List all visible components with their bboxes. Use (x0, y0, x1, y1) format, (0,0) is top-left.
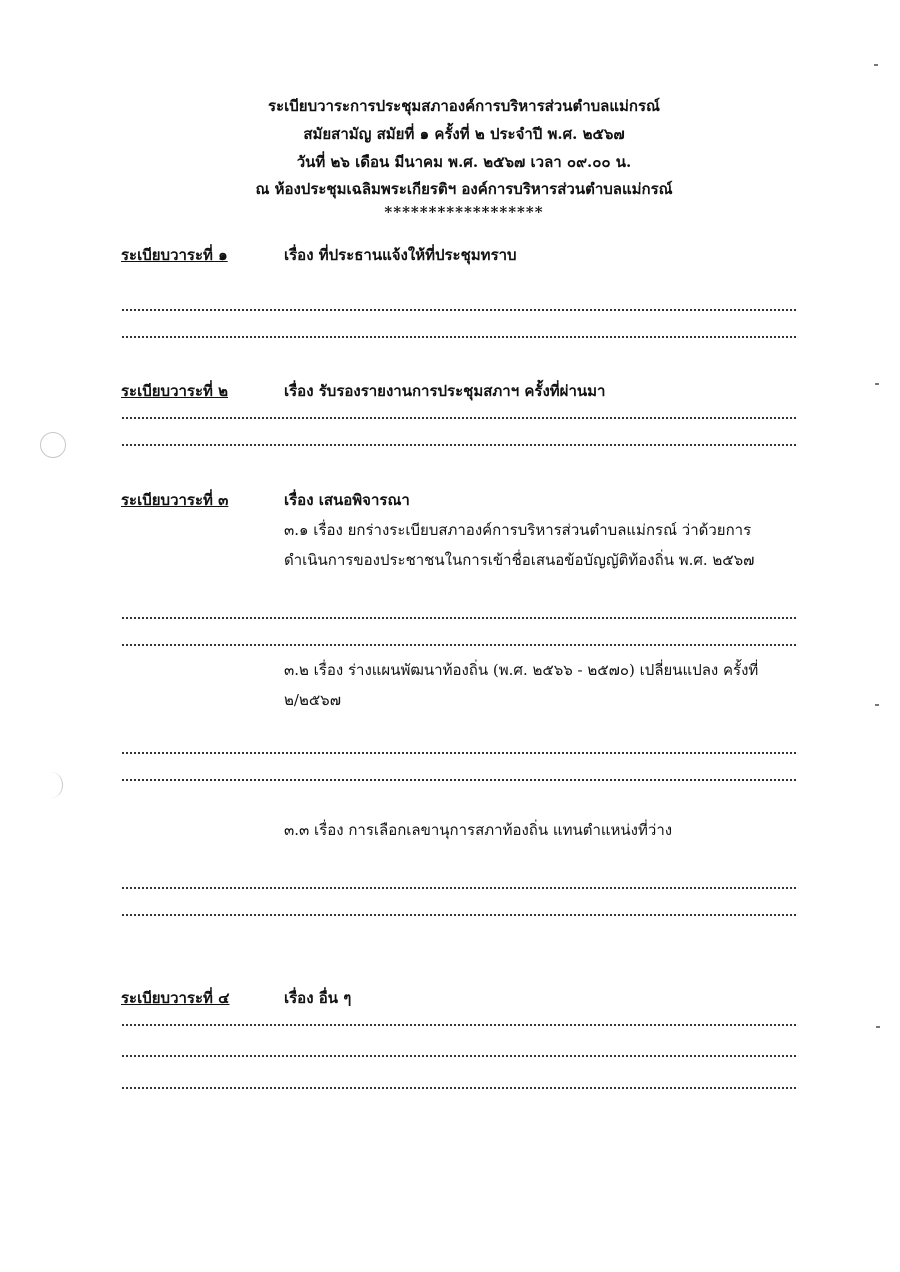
scan-speck (874, 64, 878, 66)
agenda-2-label: ระเบียบวาระที่ ๒ (121, 382, 229, 400)
punch-hole (40, 432, 66, 458)
scan-speck (876, 1026, 880, 1028)
fill-line (122, 914, 796, 916)
agenda-1-label: ระเบียบวาระที่ ๑ (121, 246, 228, 264)
agenda-3-2-line2: ๒/๒๕๖๗ (284, 691, 341, 709)
fill-line (122, 1055, 796, 1057)
header-separator: ****************** (384, 203, 544, 221)
agenda-2-subject: เรื่อง รับรองรายงานการประชุมสภาฯ ครั้งที่ผ่านมา (284, 382, 606, 400)
agenda-3-1-line2: ดำเนินการของประชาชนในการเข้าชื่อเสนอข้อบัญญัติท้องถิ่น พ.ศ. ๒๕๖๗ (284, 551, 755, 569)
punch-hole-edge (40, 772, 63, 798)
agenda-3-3-line1: ๓.๓ เรื่อง การเลือกเลขานุการสภาท้องถิ่น แทนตำแหน่งที่ว่าง (284, 821, 673, 839)
agenda-3-label: ระเบียบวาระที่ ๓ (121, 491, 229, 509)
fill-line (122, 644, 796, 646)
scan-speck (875, 383, 879, 385)
agenda-3-1-line1: ๓.๑ เรื่อง ยกร่างระเบียบสภาองค์การบริหารส่วนตำบลแม่กรณ์ ว่าด้วยการ (284, 521, 752, 539)
agenda-4-label: ระเบียบวาระที่ ๔ (121, 989, 230, 1007)
header-title: ระเบียบวาระการประชุมสภาองค์การบริหารส่วนตำบลแม่กรณ์ (268, 97, 660, 115)
header-venue: ณ ห้องประชุมเฉลิมพระเกียรติฯ องค์การบริหารส่วนตำบลแม่กรณ์ (255, 180, 673, 198)
fill-line (122, 444, 796, 446)
header-session: สมัยสามัญ สมัยที่ ๑ ครั้งที่ ๒ ประจำปี พ.ศ. ๒๕๖๗ (303, 125, 625, 143)
fill-line (122, 887, 796, 889)
fill-line (122, 1087, 796, 1089)
fill-line (122, 617, 796, 619)
agenda-3-2-line1: ๓.๒ เรื่อง ร่างแผนพัฒนาท้องถิ่น (พ.ศ. ๒๕๖๖ - ๒๕๗๐) เปลี่ยนแปลง ครั้งที่ (284, 661, 759, 679)
fill-line (122, 752, 796, 754)
fill-line (122, 1024, 796, 1026)
fill-line (122, 779, 796, 781)
agenda-1-subject: เรื่อง ที่ประธานแจ้งให้ที่ประชุมทราบ (284, 246, 517, 264)
agenda-3-subject: เรื่อง เสนอพิจารณา (284, 491, 410, 509)
fill-line (122, 309, 796, 311)
header-date-time: วันที่ ๒๖ เดือน มีนาคม พ.ศ. ๒๕๖๗ เวลา ๐๙.๐๐ น. (296, 153, 632, 171)
fill-line (122, 336, 796, 338)
fill-line (122, 417, 796, 419)
scan-speck (875, 704, 879, 706)
agenda-4-subject: เรื่อง อื่น ๆ (284, 989, 352, 1007)
